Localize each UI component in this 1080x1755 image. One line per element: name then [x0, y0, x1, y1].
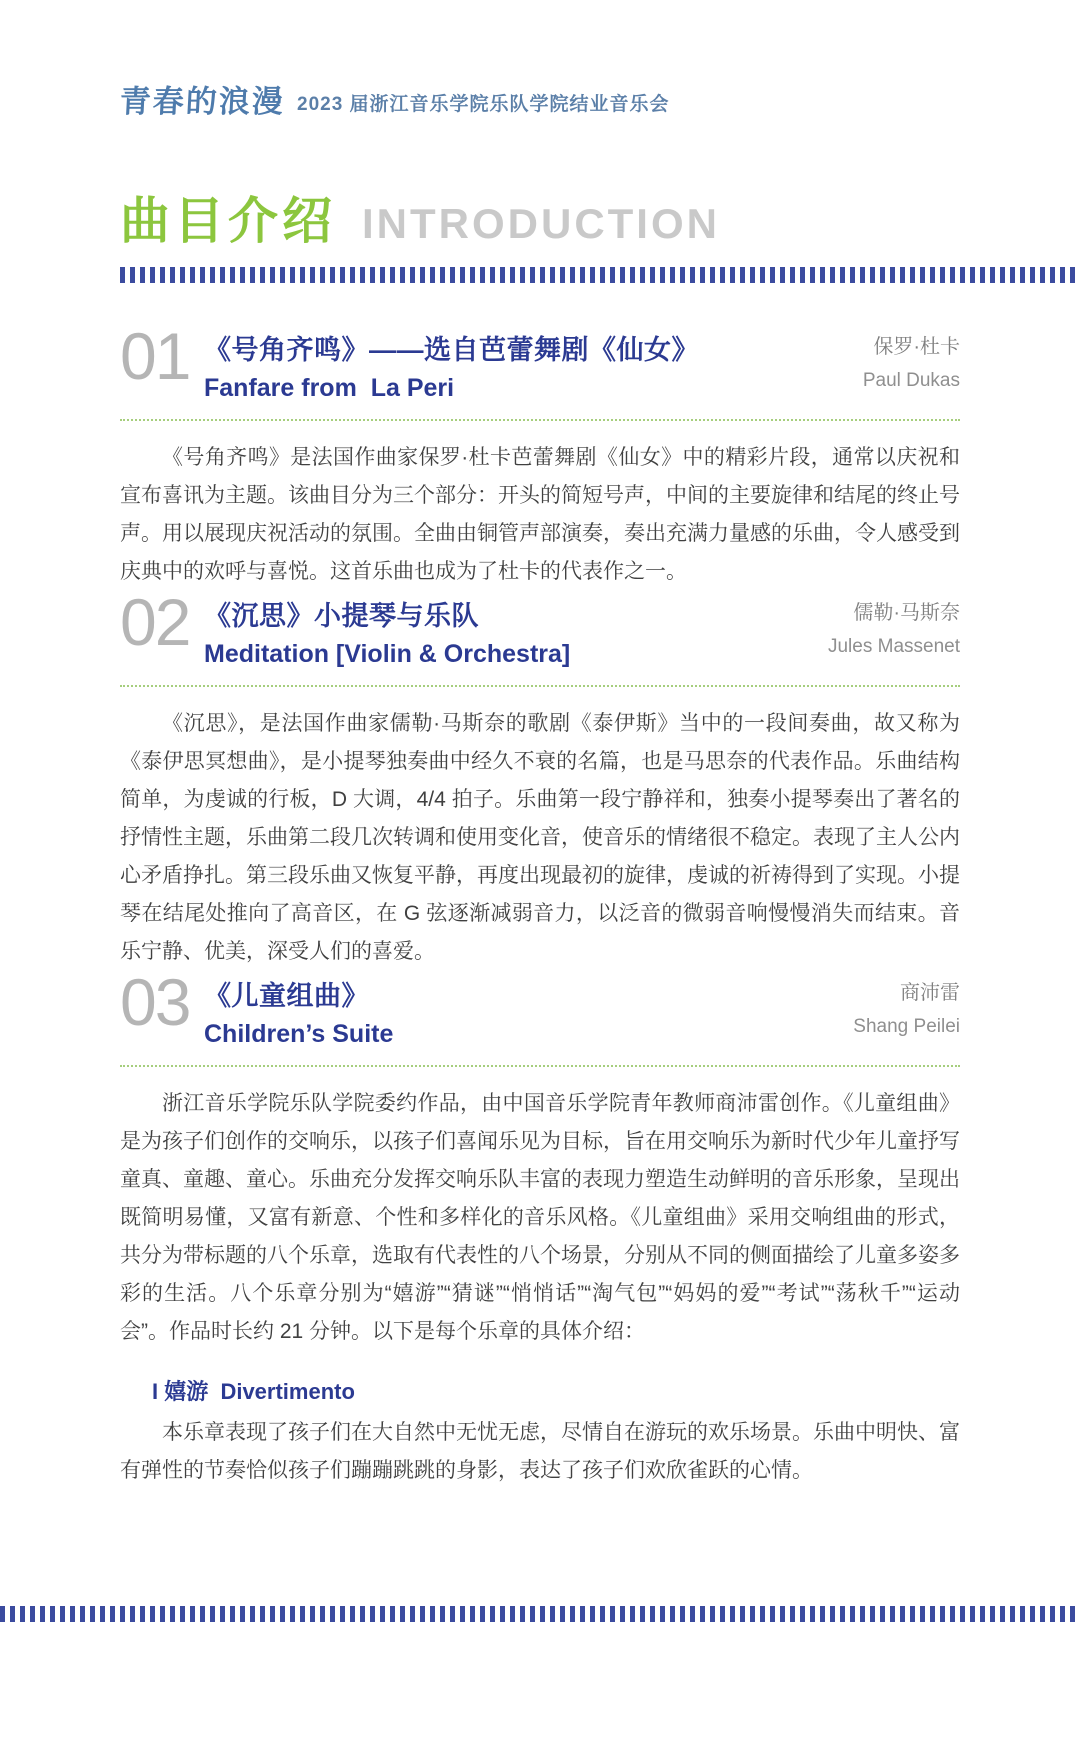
page-title-zh: 曲目介绍 — [120, 193, 336, 249]
striped-divider-top — [120, 267, 1080, 283]
piece-description: 《沉思》，是法国作曲家儒勒·马斯奈的歌剧《泰伊斯》当中的一段间奏曲，故又称为《泰伊思冥想曲》，是小提琴独奏曲中经久不衰的名篇，也是马思奈的代表作品。乐曲结构简单，为虔诚的行板，D 大调，4/4 拍子。乐曲第一段宁静祥和，独奏小提琴奏出了著名的抒情性主题，乐曲第二段几次转调和使用变化音，使音乐的情绪很不稳定。表现了主人公内心矛盾挣扎。第三段乐曲又恢复平静，再度出现最初的旋律，虔诚的祈祷得到了实现。小提琴在结尾处推向了高音区，在 G 弦逐渐减弱音力，以泛音的微弱音响慢慢消失而结束。音乐宁静、优美，深受人们的喜爱。 — [120, 712, 960, 963]
piece-title-en: Children’s Suite — [204, 1020, 394, 1048]
piece-title-zh: 《沉思》小提琴与乐队 — [204, 601, 479, 631]
striped-divider-bottom — [0, 1606, 1080, 1622]
piece-description: 浙江音乐学院乐队学院委约作品，由中国音乐学院青年教师商沛雷创作。《儿童组曲》是为孩子们创作的交响乐，以孩子们喜闻乐见为目标，旨在用交响乐为新时代少年儿童抒写童真、童趣、童心。乐曲充分发挥交响乐队丰富的表现力塑造生动鲜明的音乐形象，呈现出既简明易懂，又富有新意、个性和多样化的音乐风格。《儿童组曲》采用交响组曲的形式，共分为带标题的八个乐章，选取有代表性的八个场景，分别从不同的侧面描绘了儿童多姿多彩的生活。八个乐章分别为“嬉游”“猜谜”“悄悄话”“淘气包”“妈妈的爱”“考试”“荡秋千”“运动会”。作品时长约 21 分钟。以下是每个乐章的具体介绍： — [120, 1092, 960, 1343]
composer-name-en: Jules Massenet — [827, 636, 960, 657]
composer-name-zh: 商沛雷 — [900, 982, 960, 1004]
page-title — [120, 181, 960, 253]
piece-title-zh: 《号角齐鸣》——选自芭蕾舞剧《仙女》 — [204, 335, 699, 365]
page-title-en: INTRODUCTION — [362, 200, 720, 247]
composer-name-en: Shang Peilei — [853, 1016, 960, 1037]
piece-number: 01 — [120, 319, 190, 393]
piece-titles — [204, 325, 863, 403]
dotted-divider — [120, 419, 960, 421]
composer-block — [853, 971, 960, 1038]
piece-section-03 — [120, 965, 960, 1490]
composer-name-zh: 保罗·杜卡 — [873, 336, 960, 358]
piece-number: 03 — [120, 965, 190, 1039]
piece-title-en: Meditation [Violin & Orchestra] — [204, 640, 571, 668]
page-header — [120, 76, 960, 121]
header-subtitle: 2023 届浙江音乐学院乐队学院结业音乐会 — [297, 94, 670, 115]
piece-number: 02 — [120, 585, 190, 659]
piece-section-02 — [120, 585, 960, 971]
movement-description: 本乐章表现了孩子们在大自然中无忧无虑，尽情自在游玩的欢乐场景。乐曲中明快、富有弹性的节奏恰似孩子们蹦蹦跳跳的身影，表达了孩子们欢欣雀跃的心情。 — [120, 1421, 960, 1482]
dotted-divider — [120, 685, 960, 687]
logo: 青春的浪漫 — [118, 84, 286, 119]
piece-titles — [204, 591, 828, 669]
piece-header — [120, 585, 960, 669]
piece-title-zh: 《儿童组曲》 — [204, 981, 369, 1011]
composer-name-en: Paul Dukas — [862, 370, 960, 391]
movement-heading: I 嬉游 Divertimento — [152, 1379, 355, 1404]
composer-name-zh: 儒勒·马斯奈 — [853, 602, 960, 624]
piece-header — [120, 965, 960, 1049]
composer-block — [828, 591, 960, 658]
composer-block — [863, 325, 960, 392]
piece-section-01 — [120, 319, 960, 591]
piece-titles — [204, 971, 853, 1049]
piece-description: 《号角齐鸣》是法国作曲家保罗·杜卡芭蕾舞剧《仙女》中的精彩片段，通常以庆祝和宣布喜讯为主题。该曲目分为三个部分：开头的简短号声，中间的主要旋律和结尾的终止号声。用以展现庆祝活动的氛围。全曲由铜管声部演奏，奏出充满力量感的乐曲，令人感受到庆典中的欢呼与喜悦。这首乐曲也成为了杜卡的代表作之一。 — [120, 446, 960, 583]
dotted-divider — [120, 1065, 960, 1067]
piece-title-en: Fanfare from La Peri — [204, 374, 455, 402]
piece-header — [120, 319, 960, 403]
